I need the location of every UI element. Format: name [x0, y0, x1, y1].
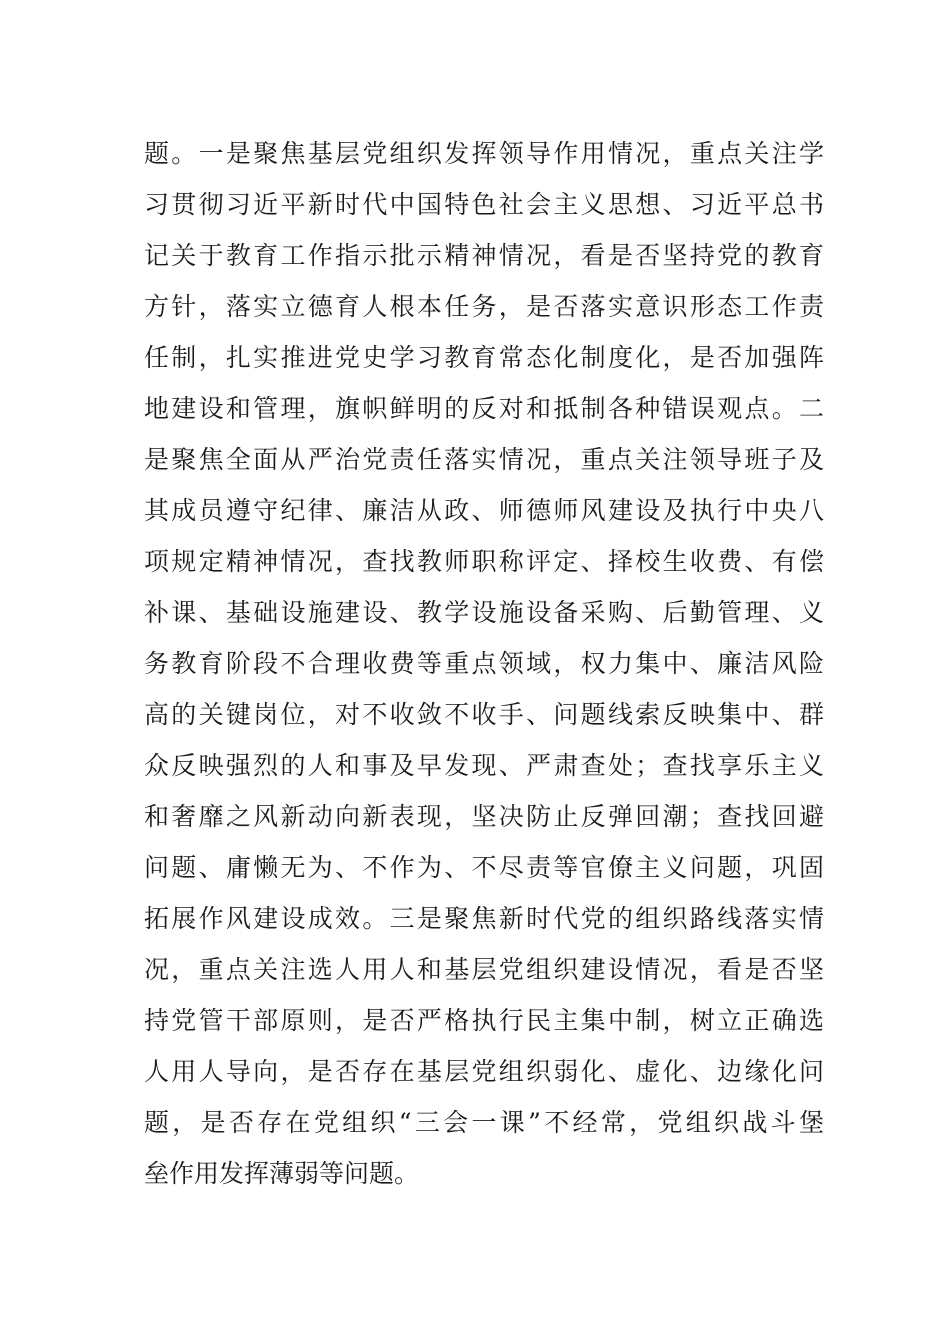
text-line: 持党管干部原则，是否严格执行民主集中制，树立正确选 — [144, 1006, 824, 1035]
text-line: 项规定精神情况，查找教师职称评定、择校生收费、有偿 — [144, 547, 824, 576]
text-line: 人用人导向，是否存在基层党组织弱化、虚化、边缘化问 — [144, 1057, 824, 1086]
body-paragraph — [144, 128, 824, 1199]
text-line: 况，重点关注选人用人和基层党组织建设情况，看是否坚 — [144, 955, 824, 984]
text-line: 其成员遵守纪律、廉洁从政、师德师风建设及执行中央八 — [144, 496, 824, 525]
text-line: 是聚焦全面从严治党责任落实情况，重点关注领导班子及 — [144, 445, 824, 474]
text-line: 高的关键岗位，对不收敛不收手、问题线索反映集中、群 — [144, 700, 824, 729]
text-line: 补课、基础设施建设、教学设施设备采购、后勤管理、义 — [144, 598, 824, 627]
text-line: 任制，扎实推进党史学习教育常态化制度化，是否加强阵 — [144, 343, 824, 372]
text-line: 众反映强烈的人和事及早发现、严肃查处；查找享乐主义 — [144, 751, 824, 780]
text-line: 务教育阶段不合理收费等重点领域，权力集中、廉洁风险 — [144, 649, 824, 678]
text-line: 方针，落实立德育人根本任务，是否落实意识形态工作责 — [144, 292, 824, 321]
text-line: 地建设和管理，旗帜鲜明的反对和抵制各种错误观点。二 — [144, 394, 824, 423]
text-line: 记关于教育工作指示批示精神情况，看是否坚持党的教育 — [144, 241, 824, 270]
text-line: 垒作用发挥薄弱等问题。 — [144, 1159, 420, 1188]
text-line: 问题、庸懒无为、不作为、不尽责等官僚主义问题，巩固 — [144, 853, 824, 882]
text-line: 拓展作风建设成效。三是聚焦新时代党的组织路线落实情 — [144, 904, 824, 933]
text-line: 题。一是聚焦基层党组织发挥领导作用情况，重点关注学 — [144, 139, 824, 168]
text-line: 习贯彻习近平新时代中国特色社会主义思想、习近平总书 — [144, 190, 824, 219]
text-line: 和奢靡之风新动向新表现，坚决防止反弹回潮；查找回避 — [144, 802, 824, 831]
text-line: 题，是否存在党组织“三会一课”不经常，党组织战斗堡 — [144, 1108, 824, 1137]
